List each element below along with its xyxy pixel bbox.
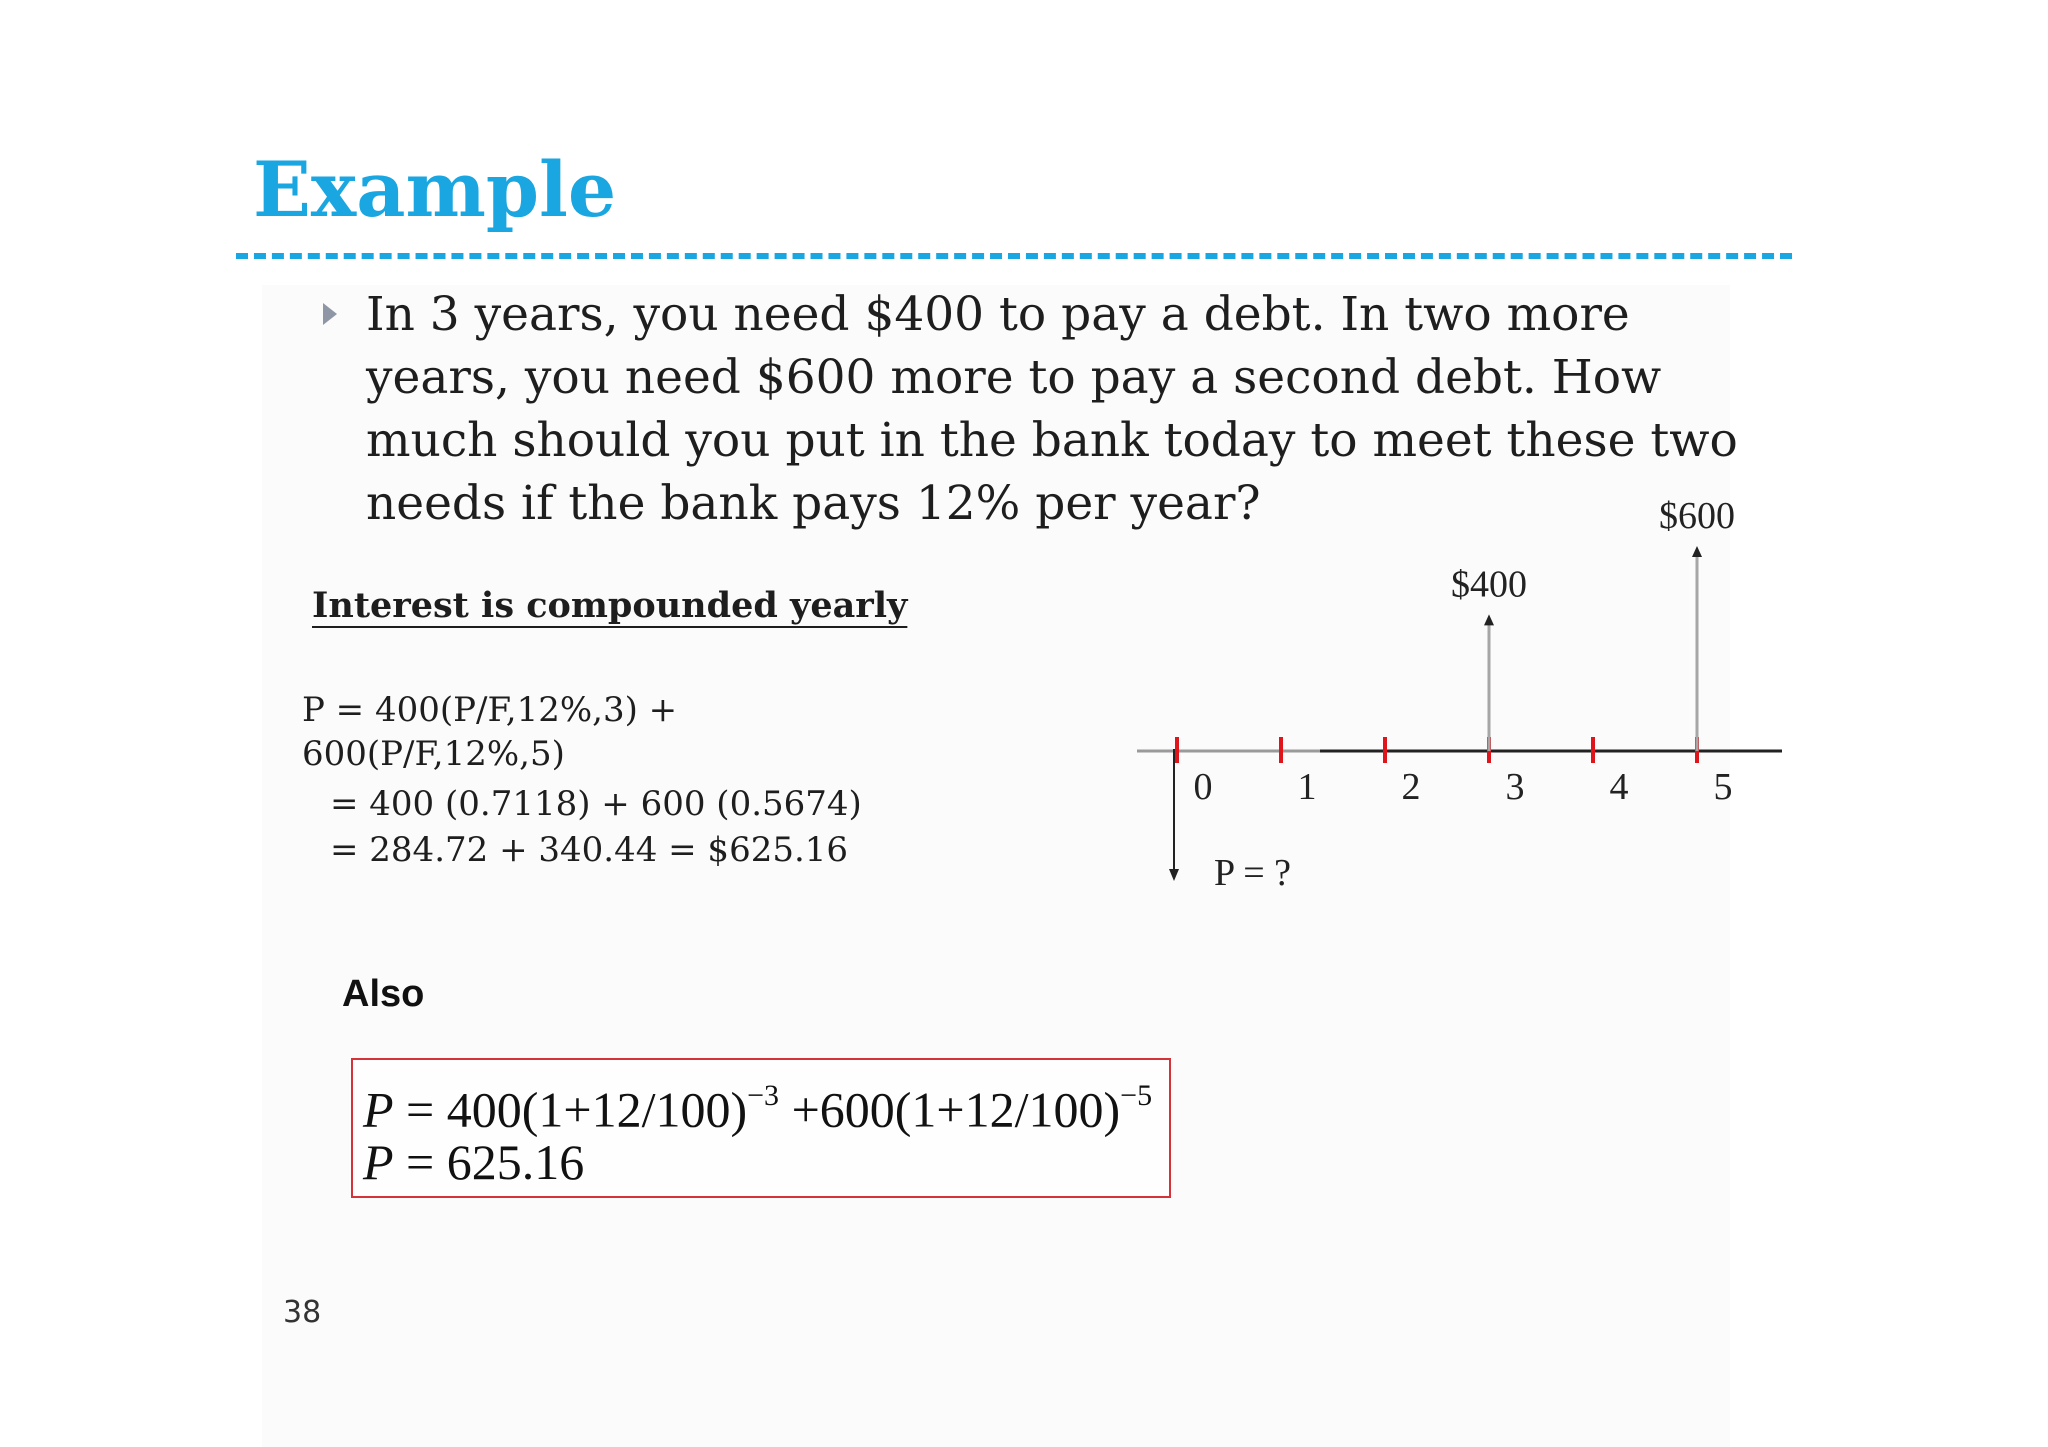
equation-result: = 625.16 (406, 1134, 585, 1190)
equation-term-a: = 400(1+12/100) (406, 1081, 748, 1138)
period-label: 2 (1401, 766, 1421, 808)
bullet-arrow-icon (323, 303, 337, 325)
equation-line-1 (363, 1070, 1152, 1140)
also-label: Also (342, 973, 425, 1015)
page-number: 38 (283, 1295, 322, 1330)
equation-variable: P (363, 1081, 394, 1138)
formula-line: 600(P/F,12%,5) (302, 734, 565, 774)
arrow-head-icon (1169, 869, 1179, 881)
present-value-label: P = ? (1214, 852, 1292, 894)
equation-term-b: +600(1+12/100) (779, 1081, 1121, 1138)
period-label: 1 (1297, 766, 1317, 808)
slide-title: Example (253, 145, 617, 234)
formula-line: P = 400(P/F,12%,3) + (302, 690, 678, 730)
inflow-label: $400 (1451, 563, 1527, 606)
period-label: 3 (1505, 766, 1525, 808)
equation-line-2 (363, 1132, 584, 1192)
period-label: 5 (1713, 766, 1733, 808)
equation-variable: P (363, 1134, 394, 1190)
arrow-head-icon (1484, 614, 1494, 625)
period-label: 4 (1609, 766, 1629, 808)
cash-flow-diagram (1120, 495, 1800, 910)
inflow-label: $600 (1659, 495, 1735, 537)
title-divider (236, 253, 1792, 259)
formula-line: = 400 (0.7118) + 600 (0.5674) (330, 784, 862, 824)
formula-line: = 284.72 + 340.44 = $625.16 (330, 830, 849, 870)
equation-exponent-a: −3 (747, 1079, 780, 1112)
arrow-head-icon (1692, 546, 1702, 557)
equation-exponent-b: −5 (1120, 1079, 1153, 1112)
period-label: 0 (1193, 766, 1213, 808)
problem-statement: In 3 years, you need $400 to pay a debt. In two more years, you need $600 more to pay a second debt. How much should you put in the bank today to meet these two needs if the bank pays 12% per year? (366, 287, 1738, 531)
interest-heading: Interest is compounded yearly (312, 585, 908, 626)
equation-box (351, 1058, 1171, 1198)
